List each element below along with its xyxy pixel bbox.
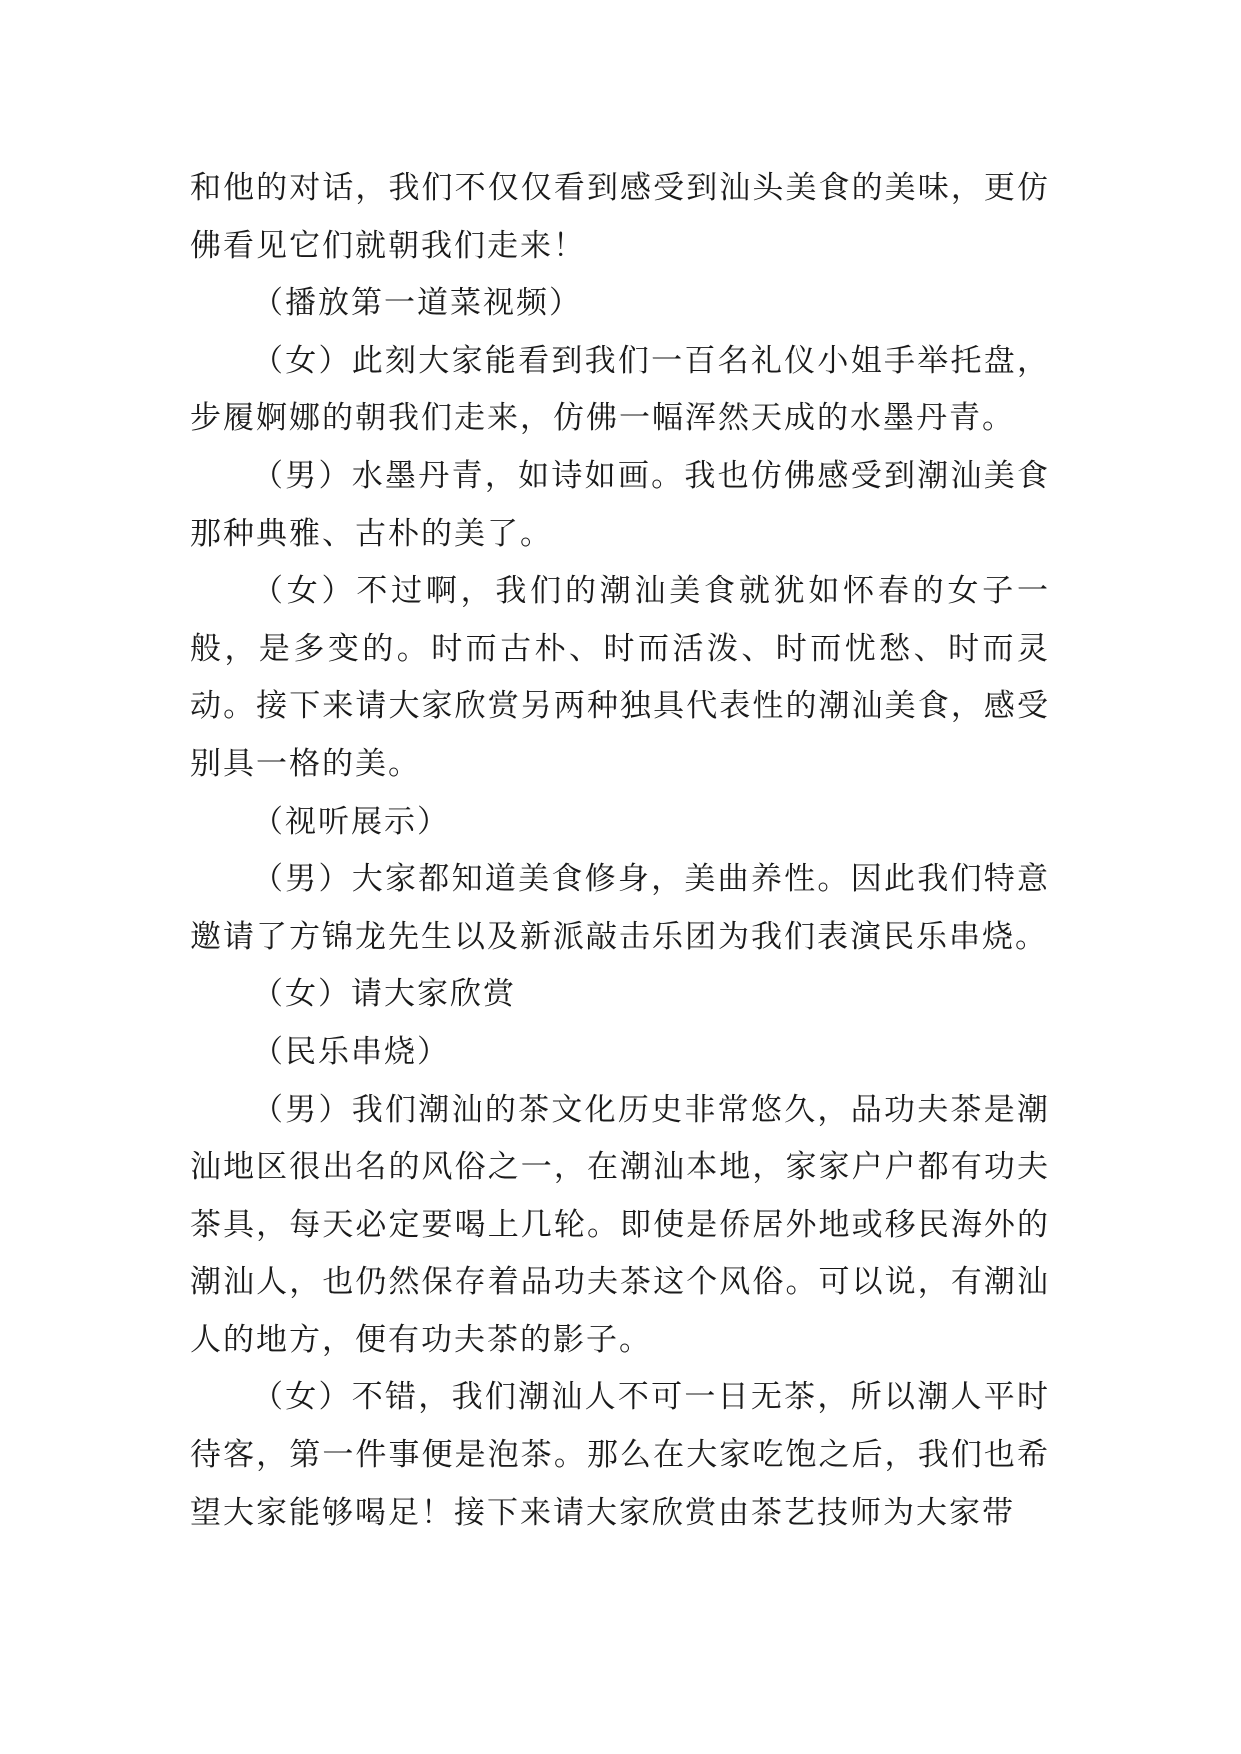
paragraph-2: （播放第一道菜视频） [252, 285, 582, 322]
paragraph-7: （男）大家都知道美食修身，美曲养性。因此我们特意邀请了方锦龙先生以及新派敲击乐团为我们表演民乐串烧。 [190, 861, 1050, 955]
paragraph-3: （女）此刻大家能看到我们一百名礼仪小姐手举托盘，步履婀娜的朝我们走来，仿佛一幅浑然天成的水墨丹青。 [190, 342, 1050, 437]
paragraph-6: （视听展示） [252, 803, 450, 840]
paragraph-1: 和他的对话，我们不仅仅看到感受到汕头美食的美味，更仿佛看见它们就朝我们走来！ [190, 170, 1050, 264]
paragraph-9: （民乐串烧） [252, 1033, 450, 1070]
paragraph-5: （女）不过啊，我们的潮汕美食就犹如怀春的女子一般，是多变的。时而古朴、时而活泼、时而忧愁、时而灵动。接下来请大家欣赏另两种独具代表性的潮汕美食，感受别具一格的美。 [190, 573, 1050, 782]
document-body [190, 160, 1050, 1542]
paragraph-11: （女）不错，我们潮汕人不可一日无茶，所以潮人平时待客，第一件事便是泡茶。那么在大家吃饱之后，我们也希望大家能够喝足！接下来请大家欣赏由茶艺技师为大家带 [190, 1379, 1050, 1531]
paragraph-8: （女）请大家欣赏 [252, 976, 516, 1013]
paragraph-10: （男）我们潮汕的茶文化历史非常悠久，品功夫茶是潮汕地区很出名的风俗之一，在潮汕本地，家家户户都有功夫茶具，每天必定要喝上几轮。即使是侨居外地或移民海外的潮汕人，也仍然保存着品功夫茶这个风俗。可以说，有潮汕人的地方，便有功夫茶的影子。 [190, 1091, 1050, 1358]
paragraph-4: （男）水墨丹青，如诗如画。我也仿佛感受到潮汕美食那种典雅、古朴的美了。 [190, 457, 1050, 552]
